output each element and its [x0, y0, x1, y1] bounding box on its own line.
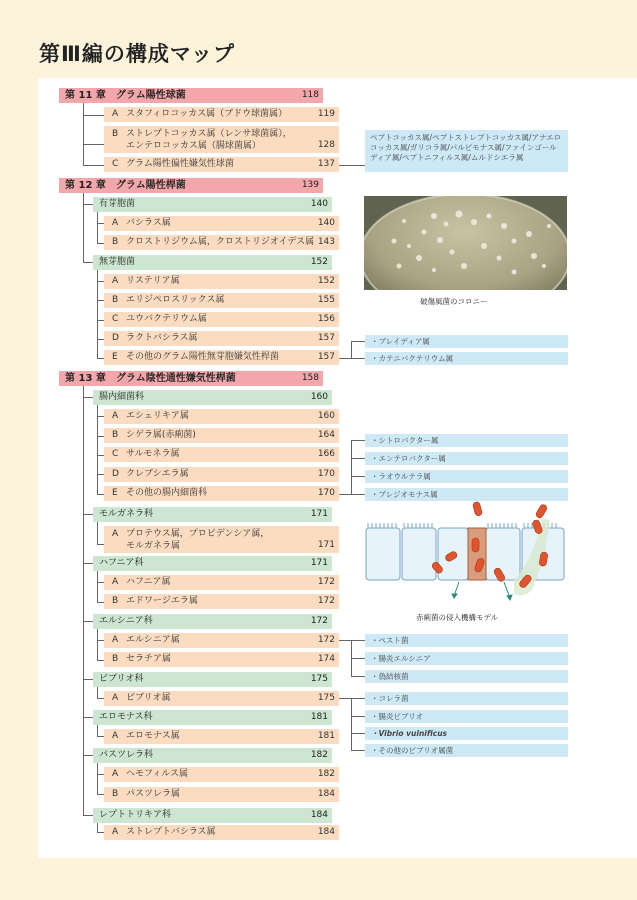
genus-item[interactable] [104, 428, 339, 443]
note-connector [351, 658, 365, 659]
page-number: 128 [317, 140, 335, 150]
page-number: 184 [310, 810, 328, 820]
note-anaerobic-cocci: ペプトコッカス属/ペプトストレプトコッカス属/アナエロコッカス属/ガリコラ属/パルビモナス属/ファインゴールディア属/ペプトニフィルス属/ムルドシエラ属 [365, 130, 568, 172]
item-letter: D [112, 333, 119, 343]
genus-item[interactable] [104, 447, 339, 462]
genus-item[interactable] [104, 126, 339, 153]
tree-line [83, 815, 93, 816]
genus-item[interactable] [104, 235, 339, 250]
tree-line [97, 544, 104, 545]
tree-line [83, 262, 93, 263]
page-number: 118 [301, 90, 319, 100]
tree-line [97, 823, 98, 832]
item-text [126, 528, 269, 552]
genus-item[interactable] [104, 767, 339, 782]
page-number: 164 [317, 430, 335, 440]
page-number: 171 [310, 558, 328, 568]
item-text: サルモネラ属 [126, 449, 180, 459]
genus-item[interactable] [104, 312, 339, 327]
genus-item[interactable] [104, 729, 339, 744]
group-label: ハフニア科 [99, 558, 144, 568]
item-letter: A [112, 109, 119, 119]
page-number: 184 [317, 789, 335, 799]
tree-line [83, 165, 104, 166]
group-label: パスツレラ科 [99, 750, 154, 760]
page-number: 174 [317, 654, 335, 664]
item-text: ビブリオ属 [126, 693, 171, 703]
genus-item[interactable] [104, 157, 339, 172]
tree-line [83, 103, 84, 165]
item-text: クロストリジウム属，クロストリジオイデス属 [126, 237, 315, 247]
tree-line [83, 115, 104, 116]
group-heading[interactable] [93, 808, 332, 823]
note-connector [351, 458, 365, 459]
item-text: ヘモフィルス属 [126, 769, 189, 779]
tree-line [83, 397, 93, 398]
genus-item[interactable] [104, 331, 339, 346]
page-number: 139 [301, 180, 319, 190]
note-connector [351, 440, 352, 494]
page-number: 175 [317, 693, 335, 703]
tree-line [83, 386, 84, 816]
tree-line [83, 717, 93, 718]
item-text: クレブシエラ属 [126, 469, 189, 479]
item-letter: A [112, 577, 119, 587]
page-number: 170 [317, 488, 335, 498]
tree-line [97, 339, 104, 340]
note-connector [339, 494, 351, 495]
diagram-caption: 赤痢菌の侵入機構モデル [416, 613, 499, 622]
item-letter: B [112, 430, 119, 440]
group-heading[interactable] [93, 614, 332, 629]
item-text: エルシニア属 [126, 635, 180, 645]
item-letter: A [112, 529, 119, 539]
group-label: 無芽胞菌 [99, 257, 136, 267]
tree-line [97, 794, 104, 795]
note-connector [339, 358, 351, 359]
group-heading[interactable] [93, 672, 332, 687]
item-letter: C [112, 159, 119, 169]
photo-caption: 破傷風菌のコロニー [420, 297, 488, 306]
tree-line [97, 582, 104, 583]
note-connector [339, 165, 365, 166]
page-number: 182 [317, 769, 335, 779]
page-number: 160 [310, 392, 328, 402]
page-number: 172 [317, 596, 335, 606]
note-connector [351, 733, 365, 734]
item-text: パスツレラ属 [126, 789, 181, 799]
item-text: ハフニア属 [126, 577, 171, 587]
item-text: バシラス属 [126, 218, 171, 228]
page-number: 172 [310, 616, 328, 626]
group-label: エロモナス科 [99, 712, 153, 722]
chapter-label: 第 11 章 グラム陽性球菌 [65, 90, 186, 101]
page-number: 119 [317, 109, 335, 119]
item-text-line1: ストレプトコッカス属（レンサ球菌属）， [126, 129, 292, 139]
tree-line [83, 755, 93, 756]
tree-line [97, 725, 98, 736]
group-label: 腸内細菌科 [99, 392, 145, 402]
item-text: ユウバクテリウム属 [126, 314, 207, 324]
page-number: 160 [317, 411, 335, 421]
tree-line [97, 687, 98, 698]
page-number: 157 [317, 333, 335, 343]
tree-line [97, 522, 98, 544]
tree-line [97, 474, 104, 475]
item-text: エシェリキア属 [126, 411, 189, 421]
note-item: ・腸炎ビブリオ [365, 710, 568, 723]
page-number: 157 [317, 352, 335, 362]
note-connector [351, 494, 365, 495]
invasion-model-diagram [364, 498, 567, 608]
page-number: 166 [317, 449, 335, 459]
item-text-line2: エンテロコッカス属（腸球菌属） [126, 141, 261, 151]
tree-line [97, 212, 98, 243]
group-heading[interactable] [93, 390, 332, 405]
page-title: 第Ⅲ編の構成マップ [39, 42, 236, 66]
page-number: 170 [317, 469, 335, 479]
chapter-12-heading[interactable] [59, 178, 323, 193]
tree-line [83, 679, 93, 680]
note-connector [339, 640, 351, 641]
tree-line [97, 416, 104, 417]
note-connector [351, 476, 365, 477]
note-item: ・ペスト菌 [365, 634, 568, 647]
note-item: ・ブレイディア属 [365, 335, 568, 348]
item-letter: B [112, 237, 119, 247]
genus-item[interactable] [104, 293, 339, 308]
note-connector [351, 358, 365, 359]
note-item: ・シトロバクター属 [365, 434, 568, 447]
page-number: 140 [310, 199, 328, 209]
tree-line [83, 563, 93, 564]
page-number: 172 [317, 635, 335, 645]
tree-line [97, 300, 104, 301]
page-number: 175 [310, 674, 328, 684]
item-letter: A [112, 276, 119, 286]
item-letter: B [112, 596, 119, 606]
page-number: 137 [317, 159, 335, 169]
chapter-11-heading[interactable] [59, 88, 323, 103]
genus-item[interactable] [104, 467, 339, 482]
note-item: ・コレラ菌 [365, 692, 568, 705]
genus-item[interactable] [104, 825, 339, 840]
genus-item[interactable] [104, 350, 339, 365]
note-connector [351, 716, 365, 717]
tree-line [83, 144, 104, 145]
group-heading[interactable] [93, 748, 332, 763]
page-number: 143 [317, 237, 335, 247]
tree-line [97, 358, 104, 359]
note-item: ・偽結核菌 [365, 670, 568, 683]
item-text-line1: プロテウス属，プロビデンシア属， [126, 529, 270, 539]
page-number: 181 [317, 731, 335, 741]
item-letter: A [112, 827, 119, 837]
item-letter: E [112, 352, 118, 362]
chapter-13-heading[interactable] [59, 371, 323, 386]
item-letter: C [112, 314, 119, 324]
genus-item[interactable] [104, 652, 339, 667]
note-connector [351, 341, 352, 358]
item-text-line2: モルガネラ属 [126, 541, 181, 551]
page-number: 171 [310, 509, 328, 519]
note-connector [351, 698, 365, 699]
item-letter: B [112, 654, 119, 664]
tree-line [97, 763, 98, 794]
tree-line [97, 320, 104, 321]
tree-line [97, 270, 98, 358]
tree-line [97, 698, 104, 699]
tree-line [97, 405, 98, 494]
genus-item[interactable] [104, 216, 339, 231]
genus-item[interactable] [104, 575, 339, 590]
group-heading[interactable] [93, 255, 332, 270]
item-letter: B [112, 295, 119, 305]
note-connector [351, 341, 365, 342]
page-number: 156 [317, 314, 335, 324]
item-letter: D [112, 469, 119, 479]
item-letter: A [112, 411, 119, 421]
tree-line [97, 774, 104, 775]
genus-item[interactable] [104, 787, 339, 802]
item-text: シゲラ属(赤痢菌) [126, 430, 196, 440]
item-letter: A [112, 635, 119, 645]
item-text: エリジペロスリックス属 [126, 295, 225, 305]
page-number: 152 [317, 276, 335, 286]
tree-line [97, 243, 104, 244]
item-text: グラム陽性偏性嫌気性球菌 [126, 159, 234, 169]
group-label: ビブリオ科 [99, 674, 144, 684]
group-heading[interactable] [93, 507, 332, 522]
item-text: スタフィロコッカス属（ブドウ球菌属） [126, 109, 288, 119]
note-item: ・ラオウルテラ属 [365, 470, 568, 483]
group-heading[interactable] [93, 556, 332, 571]
group-heading[interactable] [93, 197, 332, 212]
item-letter: A [112, 731, 119, 741]
note-connector [339, 698, 351, 699]
tree-line [97, 629, 98, 660]
tree-line [97, 494, 104, 495]
note-connector [351, 640, 365, 641]
item-text: セラチア属 [126, 654, 172, 664]
tree-line [97, 832, 104, 833]
note-item: ・腸炎エルシニア [365, 652, 568, 665]
item-letter: A [112, 769, 119, 779]
group-heading[interactable] [93, 710, 332, 725]
genus-item[interactable] [104, 594, 339, 609]
page-number: 181 [310, 712, 328, 722]
page-number: 182 [310, 750, 328, 760]
tree-line [97, 223, 104, 224]
genus-item[interactable] [104, 274, 339, 289]
tree-line [97, 736, 104, 737]
tree-line [83, 621, 93, 622]
note-item: ・カテニバクテリウム属 [365, 352, 568, 365]
page-number: 158 [301, 373, 319, 383]
genus-item[interactable] [104, 526, 339, 553]
colony-photo [364, 196, 567, 290]
tree-line [97, 436, 104, 437]
tree-line [83, 514, 93, 515]
item-text: ストレプトバシラス属 [126, 827, 216, 837]
item-text: エドワージエラ属 [126, 596, 198, 606]
item-letter: A [112, 693, 119, 703]
note-item: ・プレジオモナス属 [365, 488, 568, 501]
item-text: その他の腸内細菌科 [126, 488, 208, 498]
page-number: 152 [310, 257, 328, 267]
chapter-label: 第 12 章 グラム陽性桿菌 [65, 180, 186, 191]
note-item: ・その他のビブリオ属菌 [365, 744, 568, 757]
tree-line [97, 455, 104, 456]
note-connector [351, 698, 352, 750]
page-number: 140 [317, 218, 335, 228]
item-letter: C [112, 449, 119, 459]
petri-dish-image [364, 196, 567, 290]
genus-item[interactable] [104, 691, 339, 706]
group-label: 有芽胞菌 [99, 199, 136, 209]
item-text: ラクトバシラス属 [126, 333, 198, 343]
page-number: 172 [317, 577, 335, 587]
invasion-illustration [364, 498, 567, 608]
genus-item[interactable] [104, 633, 339, 648]
item-letter: E [112, 488, 118, 498]
note-item: ・Vibrio vulnificus [365, 727, 568, 740]
note-item: ・エンテロバクター属 [365, 452, 568, 465]
tree-line [97, 660, 104, 661]
group-label: エルシニア科 [99, 616, 153, 626]
note-connector [351, 750, 365, 751]
tree-line [97, 602, 104, 603]
item-letter: A [112, 218, 119, 228]
group-label: レプトトリキア科 [99, 810, 172, 820]
chapter-label: 第 13 章 グラム陰性通性嫌気性桿菌 [65, 373, 236, 384]
tree-line [97, 281, 104, 282]
tree-line [83, 204, 93, 205]
note-connector [351, 440, 365, 441]
group-label: モルガネラ科 [99, 509, 154, 519]
genus-item[interactable] [104, 107, 339, 122]
item-text: その他のグラム陽性無芽胞嫌気性桿菌 [126, 352, 279, 362]
item-text [126, 128, 292, 152]
item-text: エロモナス属 [126, 731, 180, 741]
tree-line [97, 571, 98, 602]
item-letter: B [112, 789, 119, 799]
page-number: 155 [317, 295, 335, 305]
page-number: 184 [317, 827, 335, 837]
item-text: リステリア属 [126, 276, 180, 286]
tree-line [97, 640, 104, 641]
note-connector [351, 676, 365, 677]
item-letter: B [112, 129, 119, 139]
page-number: 171 [317, 540, 335, 550]
genus-item[interactable] [104, 409, 339, 424]
genus-item[interactable] [104, 486, 339, 501]
